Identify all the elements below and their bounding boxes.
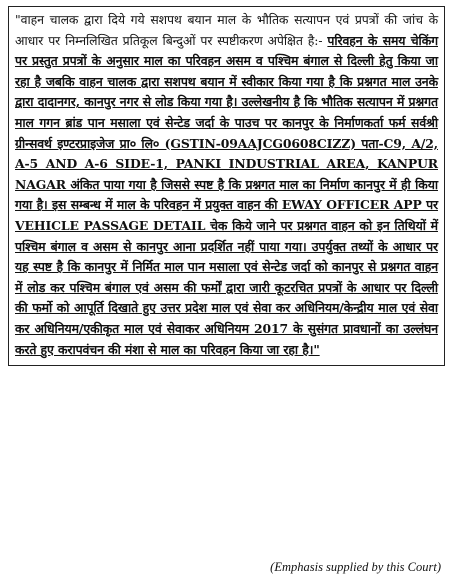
quote-intro-text: "वाहन चालक द्वारा दिये गये सशपथ बयान माल के भौतिक सत्यापन एवं प्रपत्रों की जांच के आधार पर निम्नलिखित प्रतिकूल बिन्दुओं पर स्पष्टीकरण अपेक्षित है:- [15, 12, 438, 48]
emphasis-note: (Emphasis supplied by this Court) [270, 560, 441, 574]
quote-emphasized-text: परिवहन के समय चेकिंग पर प्रस्तुत प्रपत्रों के अनुसार माल का परिवहन असम व पश्चिम बंगाल से दिल्ली हेतु किया जा रहा है जबकि वाहन चालक द्वारा सशपथ बयान में स्वीकार किया गया है कि प्रश्नगत माल उनके द्वारा दादानगर, कानपुर नगर से लोड किया गया है। उल्लेखनीय है कि भौतिक सत्यापन में प्रश्नगत माल गगन ब्रांड पान मसाला एवं सेन्टेड जर्दा के पाउच पर कानपुर के निर्माणकर्ता फर्म सर्वश्री ग्रीन्सवर्थ इण्टरप्राइजेज प्रा० लि० (GSTIN-09AAJCG0608CIZZ) पता-C9, A/2, A-5 AND A-6 SIDE-1, PANKI INDUSTRIAL AREA, KANPUR NAGAR अंकित पाया गया है जिससे स्पष्ट है कि प्रश्नगत माल का निर्माण कानपुर में ही किया गया है। इस सम्बन्ध में माल के परिवहन में प्रयुक्त वाहन की EWAY OFFICER APP पर VEHICLE PASSAGE DETAIL चेक किये जाने पर प्रश्नगत वाहन को इन तिथियों में पश्चिम बंगाल व असम से कानपुर आना प्रदर्शित नहीं पाया गया। उपर्युक्त तथ्यों के आधार पर यह स्पष्ट है कि कानपुर में निर्मित माल पान मसाला एवं सेन्टेड जर्दा को कानपुर से प्रश्नगत वाहन में लोड कर पश्चिम बंगाल एवं असम की फर्मों द्वारा जारी कूटरचित प्रपत्रों के आधार पर दिल्ली की फर्मो को आपूर्ति दिखाते हुए उत्तर प्रदेश माल एवं सेवा कर अधिनियम/केन्द्रीय माल एवं सेवा कर अधिनियम/एकीकृत माल एवं सेवाकर अधिनियम 2017 के सुसंगत प्रावधानों का उल्लंघन करते हुए करापवंचन की मंशा से माल का परिवहन किया जा रहा है।" [15, 32, 438, 357]
quoted-passage-box [8, 6, 445, 366]
quoted-paragraph [15, 10, 438, 360]
